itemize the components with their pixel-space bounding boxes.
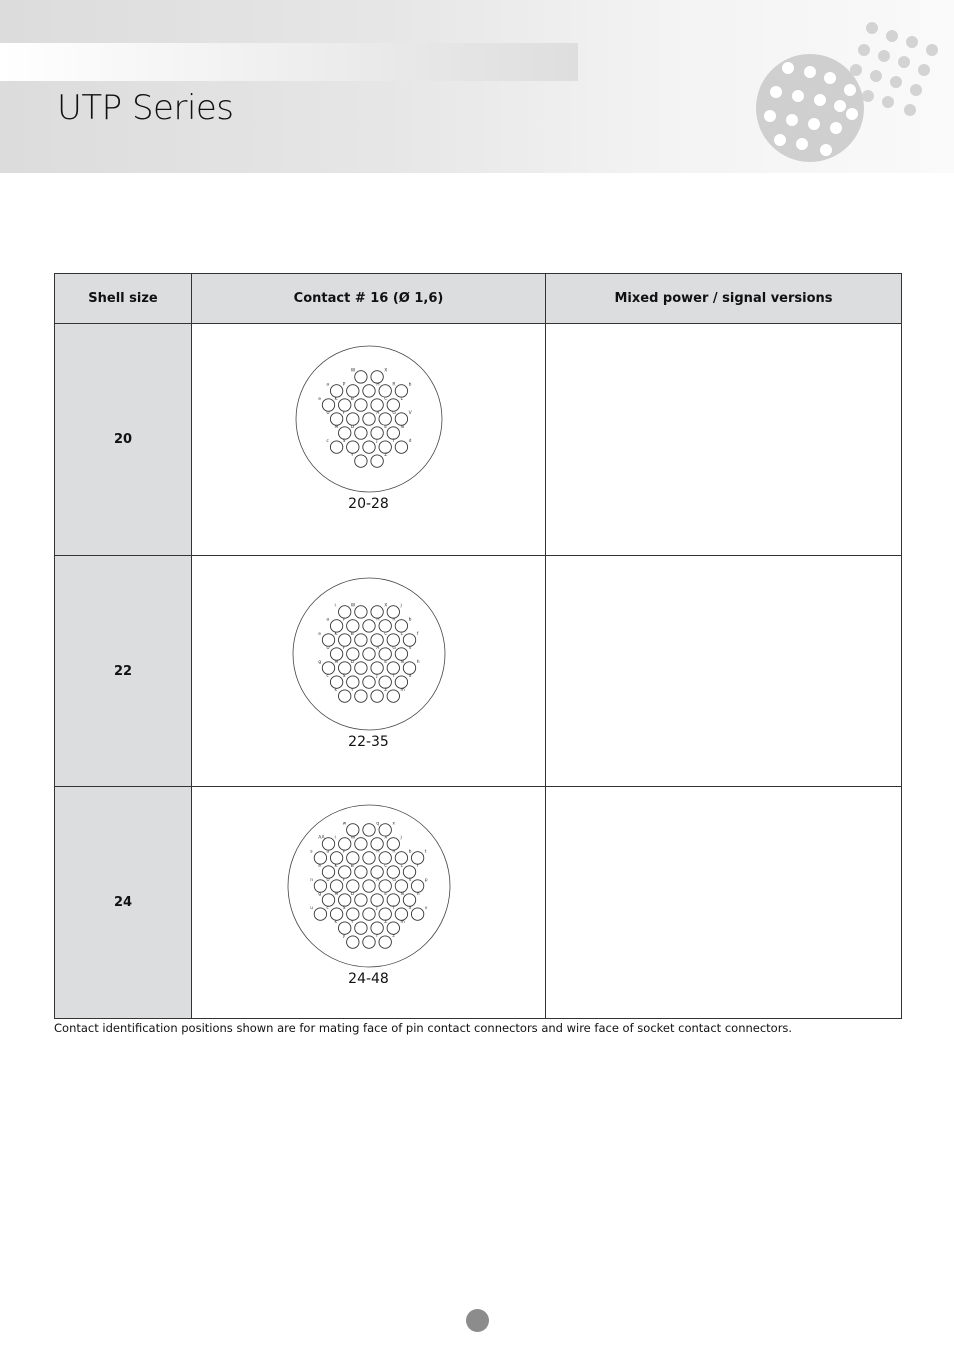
contact-label: a — [325, 617, 329, 623]
contact-cavity — [379, 620, 391, 632]
contact-cavity — [379, 385, 391, 397]
contact-label: e — [317, 631, 321, 637]
footnote: Contact identification positions shown are for mating face of pin contact connectors and wire face of socket contact connectors. — [54, 1021, 793, 1035]
contact-label: b — [408, 849, 411, 855]
contact-label: n — [309, 877, 313, 883]
contact-cavity — [370, 690, 382, 702]
contact-label: A — [375, 645, 379, 651]
contact-label: F — [342, 645, 345, 651]
contact-cavity — [379, 936, 391, 948]
contact-cavity — [379, 676, 391, 688]
contact-cavity — [354, 922, 366, 934]
contact-label: D — [350, 424, 354, 430]
contact-cavity — [362, 385, 374, 397]
contact-label: D — [350, 891, 354, 897]
contact-cavity — [354, 894, 366, 906]
contact-cavity — [322, 894, 334, 906]
arrangement-code: 20-28 — [348, 496, 389, 512]
contact-cavity — [354, 866, 366, 878]
contact-label: U — [325, 877, 330, 883]
contact-label: e — [317, 863, 321, 869]
contact-label: W — [350, 368, 355, 374]
contact-label: b — [408, 382, 411, 388]
contact-cavity — [330, 441, 342, 453]
contact-cavity — [346, 413, 358, 425]
contact-cavity — [338, 662, 350, 674]
contact-cavity — [338, 894, 350, 906]
contact-label: m — [400, 687, 405, 693]
contact-label: Z — [383, 919, 387, 925]
contact-label: L — [400, 631, 403, 637]
arrangement-code: 22-35 — [348, 734, 389, 750]
contact-cavity — [346, 908, 358, 920]
contact-cell — [192, 556, 546, 787]
contact-cavity — [338, 866, 350, 878]
page-title: UTP Series — [57, 88, 234, 128]
contact-label: R — [391, 382, 396, 388]
contact-arrangement-table — [54, 273, 902, 1019]
contact-cavity — [330, 620, 342, 632]
contact-cavity — [387, 838, 399, 850]
contact-label: E — [383, 424, 387, 430]
contact-label: q — [375, 821, 379, 827]
contact-label: T — [391, 905, 395, 911]
contact-label: a — [325, 382, 329, 388]
contact-cavity — [322, 634, 334, 646]
contact-label: v — [424, 905, 427, 911]
contact-label: U — [325, 410, 330, 416]
contact-label: k — [334, 919, 337, 925]
contact-cavity — [387, 894, 399, 906]
contact-cavity — [362, 936, 374, 948]
contact-cavity — [346, 852, 358, 864]
contact-label: M — [334, 424, 338, 430]
contact-cavity — [354, 606, 366, 618]
contact-cavity — [387, 690, 399, 702]
contact-cavity — [338, 427, 350, 439]
contact-cavity — [370, 606, 382, 618]
contact-label: c — [325, 673, 329, 679]
contact-label: h — [416, 659, 420, 665]
contact-cavity — [379, 880, 391, 892]
contact-label: B — [350, 396, 354, 402]
contact-cavity — [403, 894, 415, 906]
contact-cavity — [330, 413, 342, 425]
contact-cavity — [379, 441, 391, 453]
contact-label: R — [391, 617, 396, 623]
contact-cavity — [362, 441, 374, 453]
contact-label: a — [325, 849, 329, 855]
contact-cavity — [338, 634, 350, 646]
contact-label: J — [375, 438, 378, 444]
contact-label: H — [375, 849, 380, 855]
contact-label: z — [391, 933, 395, 939]
contact-label: X — [383, 368, 387, 374]
contact-cavity — [330, 385, 342, 397]
contact-cavity — [346, 880, 358, 892]
contact-label: F — [342, 410, 345, 416]
contact-cavity — [387, 606, 399, 618]
contact-cavity — [338, 606, 350, 618]
contact-cavity — [322, 399, 334, 411]
contact-cavity — [403, 866, 415, 878]
mixed-version-cell — [546, 556, 902, 787]
contact-label: S — [342, 905, 345, 911]
contact-label: S — [342, 673, 345, 679]
contact-label: X — [383, 603, 387, 609]
contact-cavity — [370, 922, 382, 934]
contact-cavity — [387, 634, 399, 646]
contact-cavity — [379, 648, 391, 660]
contact-cavity — [387, 866, 399, 878]
contact-cavity — [395, 385, 407, 397]
contact-cavity — [395, 620, 407, 632]
contact-label: K — [334, 396, 337, 402]
contact-label: j — [400, 835, 402, 841]
contact-label: m — [400, 919, 405, 925]
contact-label: K — [334, 631, 337, 637]
contact-label: L — [400, 396, 403, 402]
contact-label: P — [342, 617, 345, 623]
contact-cavity — [354, 662, 366, 674]
contact-label: V — [408, 645, 412, 651]
contact-cavity — [395, 676, 407, 688]
contact-label: G — [391, 877, 396, 883]
contact-label: x — [391, 821, 395, 827]
contact-label: B — [350, 631, 354, 637]
contact-cavity — [314, 908, 326, 920]
mixed-version-cell — [546, 787, 902, 1019]
contact-label: p — [424, 877, 428, 883]
contact-cavity — [338, 399, 350, 411]
contact-cavity — [370, 894, 382, 906]
contact-label: T — [391, 673, 395, 679]
contact-cavity — [411, 880, 423, 892]
contact-cavity — [370, 662, 382, 674]
contact-label: P — [342, 849, 345, 855]
contact-label: y — [342, 933, 345, 939]
contact-cavity — [322, 866, 334, 878]
contact-label: L — [400, 863, 403, 869]
contact-cavity — [354, 371, 366, 383]
contact-label: C — [383, 631, 387, 637]
contact-label: t — [424, 849, 427, 855]
contact-cavity — [387, 399, 399, 411]
contact-cavity — [330, 676, 342, 688]
contact-cavity — [330, 648, 342, 660]
arrangement-code: 24-48 — [348, 971, 389, 987]
contact-label: G — [391, 645, 396, 651]
contact-label: w — [342, 821, 346, 827]
contact-cavity — [379, 413, 391, 425]
contact-label: N — [400, 891, 404, 897]
contact-label: B — [350, 863, 354, 869]
contact-cell — [192, 324, 546, 556]
contact-cavity — [362, 852, 374, 864]
contact-cavity — [403, 634, 415, 646]
contact-cavity — [338, 690, 350, 702]
contact-label: s — [309, 849, 313, 855]
contact-label: Y — [350, 919, 353, 925]
contact-cavity — [346, 824, 358, 836]
connector-diagram — [284, 803, 454, 969]
contact-label: W — [350, 835, 355, 841]
contact-cavity — [362, 676, 374, 688]
contact-cavity — [346, 385, 358, 397]
page-header — [0, 0, 954, 173]
connector-diagram — [289, 344, 449, 494]
contact-cavity — [362, 880, 374, 892]
contact-label: r — [375, 933, 378, 939]
contact-label: d — [408, 438, 411, 444]
contact-cavity — [362, 648, 374, 660]
contact-label: Z — [383, 687, 387, 693]
contact-cavity — [387, 922, 399, 934]
contact-label: W — [350, 603, 355, 609]
contact-label: J — [375, 905, 378, 911]
contact-cavity — [354, 690, 366, 702]
contact-cavity — [362, 908, 374, 920]
contact-label: j — [400, 603, 402, 609]
contact-cavity — [379, 908, 391, 920]
contact-label: G — [391, 410, 396, 416]
contact-cavity — [387, 662, 399, 674]
contact-cavity — [379, 852, 391, 864]
contact-cavity — [411, 908, 423, 920]
contact-cavity — [354, 634, 366, 646]
contact-label: N — [400, 424, 404, 430]
contact-cavity — [346, 676, 358, 688]
header-band — [0, 43, 578, 81]
contact-label: M — [334, 659, 338, 665]
contact-label: T — [391, 438, 395, 444]
col-header-shell-size: Shell size — [55, 274, 192, 324]
contact-cavity — [370, 866, 382, 878]
contact-cavity — [395, 441, 407, 453]
contact-label: b — [408, 617, 411, 623]
contact-label: d — [408, 905, 411, 911]
contact-cavity — [370, 371, 382, 383]
contact-cavity — [322, 662, 334, 674]
contact-cavity — [354, 838, 366, 850]
contact-cavity — [330, 880, 342, 892]
contact-cavity — [362, 824, 374, 836]
contact-label: Z — [383, 452, 387, 458]
table-row — [55, 324, 902, 556]
contact-cavity — [330, 852, 342, 864]
contact-label: h — [416, 891, 420, 897]
contact-label: M — [334, 891, 338, 897]
contact-cavity — [314, 880, 326, 892]
contact-label: E — [383, 659, 387, 665]
col-header-mixed: Mixed power / signal versions — [546, 274, 902, 324]
contact-cavity — [346, 936, 358, 948]
contact-label: H — [375, 382, 380, 388]
contact-label: i — [334, 603, 336, 609]
connector-diagram — [289, 576, 449, 732]
contact-cavity — [346, 441, 358, 453]
contact-label: S — [342, 438, 345, 444]
contact-cavity — [346, 620, 358, 632]
contact-cavity — [379, 824, 391, 836]
contact-label: f — [416, 863, 418, 869]
contact-cavity — [362, 620, 374, 632]
contact-label: d — [408, 673, 411, 679]
contact-label: N — [400, 659, 404, 665]
contact-label: P — [342, 382, 345, 388]
shell-size-cell: 22 — [55, 556, 192, 787]
dot-pattern-graphic — [740, 10, 954, 173]
col-header-contact: Contact # 16 (Ø 1,6) — [192, 274, 546, 324]
contact-cavity — [395, 880, 407, 892]
contact-cavity — [362, 413, 374, 425]
contact-label: F — [342, 877, 345, 883]
contact-cavity — [370, 838, 382, 850]
contact-label: A — [375, 877, 379, 883]
contact-label: X — [383, 835, 387, 841]
contact-cavity — [370, 634, 382, 646]
contact-cavity — [403, 662, 415, 674]
contact-label: AA — [317, 835, 325, 841]
contact-cell — [192, 787, 546, 1019]
contact-cavity — [395, 648, 407, 660]
contact-label: c — [325, 905, 329, 911]
contact-label: E — [383, 891, 387, 897]
contact-label: g — [317, 891, 321, 897]
contact-cavity — [314, 852, 326, 864]
contact-label: U — [325, 645, 330, 651]
contact-label: H — [375, 617, 380, 623]
contact-label: e — [317, 396, 321, 402]
contact-label: c — [325, 438, 329, 444]
table-row — [55, 787, 902, 1019]
contact-cavity — [395, 908, 407, 920]
contact-cavity — [354, 427, 366, 439]
contact-cavity — [411, 852, 423, 864]
page-number-marker — [466, 1309, 489, 1332]
contact-label: g — [317, 659, 321, 665]
contact-label: A — [375, 410, 379, 416]
contact-cavity — [346, 648, 358, 660]
contact-label: K — [334, 863, 337, 869]
mixed-version-cell — [546, 324, 902, 556]
contact-label: C — [383, 396, 387, 402]
contact-cavity — [338, 922, 350, 934]
table-row — [55, 556, 902, 787]
contact-label: k — [334, 687, 337, 693]
contact-cavity — [370, 427, 382, 439]
table-header-row — [55, 274, 902, 324]
contact-label: R — [391, 849, 396, 855]
contact-cavity — [370, 399, 382, 411]
contact-label: i — [334, 835, 336, 841]
contact-label: f — [416, 631, 418, 637]
contact-cavity — [354, 399, 366, 411]
contact-cavity — [354, 455, 366, 467]
contact-label: Y — [350, 687, 353, 693]
shell-size-cell: 24 — [55, 787, 192, 1019]
contact-cavity — [387, 427, 399, 439]
contact-cavity — [395, 413, 407, 425]
contact-label: V — [408, 877, 412, 883]
contact-cavity — [370, 455, 382, 467]
contact-label: u — [309, 905, 313, 911]
shell-size-cell: 20 — [55, 324, 192, 556]
contact-label: C — [383, 863, 387, 869]
contact-cavity — [395, 852, 407, 864]
contact-label: J — [375, 673, 378, 679]
contact-label: Y — [350, 452, 353, 458]
contact-cavity — [338, 838, 350, 850]
contact-cavity — [330, 908, 342, 920]
contact-label: V — [408, 410, 412, 416]
contact-label: D — [350, 659, 354, 665]
